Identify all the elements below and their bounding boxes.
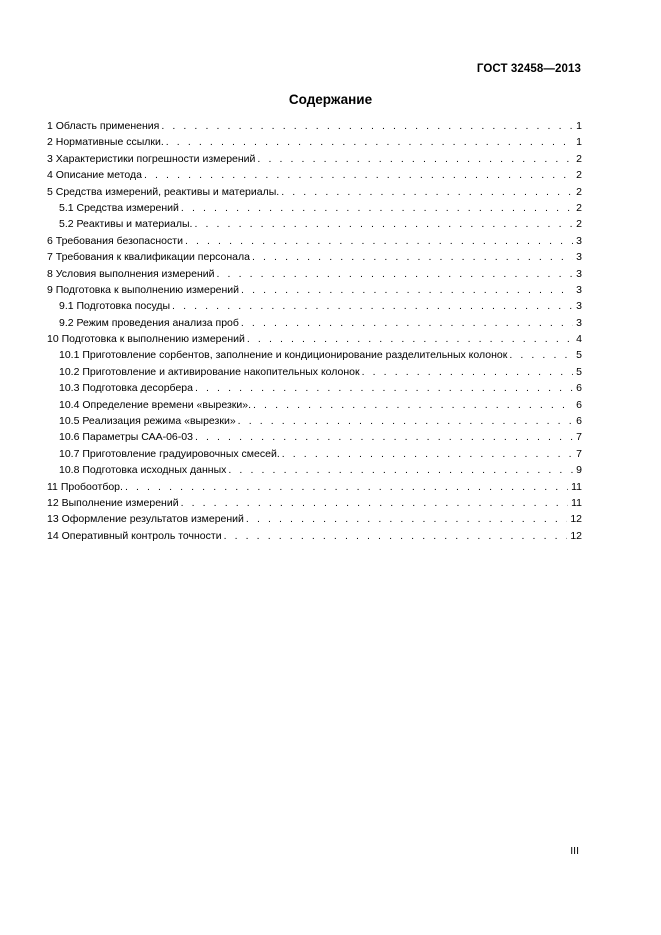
toc-entry[interactable]	[47, 511, 582, 527]
toc-entry[interactable]	[47, 347, 582, 363]
toc-entry-page: 6	[576, 382, 582, 395]
toc-entry[interactable]	[47, 249, 582, 265]
toc-entry-title: 5.1 Средства измерений	[59, 201, 179, 214]
toc-entry-title: 10.3 Подготовка десорбера	[59, 382, 193, 395]
toc-dot-leader	[228, 462, 573, 478]
toc-entry[interactable]	[47, 380, 582, 396]
toc-dot-leader	[252, 249, 573, 265]
toc-entry-title: 5 Средства измерений, реактивы и материалы.	[47, 185, 280, 198]
toc-entry-page: 11	[571, 496, 582, 509]
toc-entry-page: 5	[576, 365, 582, 378]
toc-entry-page: 2	[576, 169, 582, 182]
toc-entry[interactable]	[47, 134, 582, 150]
toc-entry-page: 12	[570, 529, 582, 542]
toc-entry-title: 8 Условия выполнения измерений	[47, 267, 215, 280]
toc-entry[interactable]	[47, 528, 582, 544]
toc-entry-title: 3 Характеристики погрешности измерений	[47, 152, 256, 165]
toc-entry[interactable]	[47, 151, 582, 167]
toc-entry[interactable]	[47, 446, 582, 462]
toc-entry-page: 4	[576, 333, 582, 346]
document-standard-number: ГОСТ 32458—2013	[476, 63, 581, 75]
toc-entry[interactable]	[47, 495, 582, 511]
toc-entry[interactable]	[47, 216, 582, 232]
toc-dot-leader	[172, 298, 573, 314]
toc-entry-title: 10.5 Реализация режима «вырезки»	[59, 415, 236, 428]
toc-entry-title: 10.4 Определение времени «вырезки».	[59, 398, 251, 411]
toc-dot-leader	[509, 347, 573, 363]
toc-entry-title: 6 Требования безопасности	[47, 234, 183, 247]
toc-entry-title: 10.8 Подготовка исходных данных	[59, 464, 227, 477]
toc-entry[interactable]	[47, 298, 582, 314]
toc-entry-page: 6	[576, 415, 582, 428]
toc-entry-title: 10.2 Приготовление и активирование накопительных колонок	[59, 365, 360, 378]
toc-entry[interactable]	[47, 167, 582, 183]
toc-entry[interactable]	[47, 315, 582, 331]
toc-dot-leader	[185, 233, 573, 249]
toc-entry-title: 7 Требования к квалификации персонала	[47, 251, 250, 264]
toc-entry-page: 2	[576, 152, 582, 165]
toc-entry-title: 14 Оперативный контроль точности	[47, 529, 222, 542]
toc-entry-page: 2	[576, 218, 582, 231]
toc-dot-leader	[281, 184, 573, 200]
toc-entry[interactable]	[47, 429, 582, 445]
toc-dot-leader	[224, 528, 568, 544]
toc-dot-leader	[246, 511, 567, 527]
toc-entry-page: 2	[576, 201, 582, 214]
toc-entry[interactable]	[47, 331, 582, 347]
toc-entry-page: 5	[576, 349, 582, 362]
toc-dot-leader	[282, 446, 573, 462]
toc-entry-title: 12 Выполнение измерений	[47, 496, 179, 509]
toc-entry-title: 13 Оформление результатов измерений	[47, 513, 244, 526]
toc-entry-page: 3	[576, 283, 582, 296]
toc-entry-title: 11 Пробоотбор.	[47, 480, 123, 493]
toc-entry[interactable]	[47, 200, 582, 216]
toc-dot-leader	[181, 200, 573, 216]
toc-dot-leader	[241, 282, 573, 298]
toc-dot-leader	[362, 364, 574, 380]
toc-entry-title: 10 Подготовка к выполнению измерений	[47, 333, 245, 346]
toc-entry-title: 4 Описание метода	[47, 169, 142, 182]
toc-dot-leader	[241, 315, 573, 331]
toc-dot-leader	[181, 495, 569, 511]
toc-entry-page: 7	[576, 431, 582, 444]
toc-entry-page: 3	[576, 234, 582, 247]
toc-dot-leader	[217, 266, 574, 282]
toc-heading: Содержание	[288, 92, 373, 107]
toc-entry[interactable]	[47, 266, 582, 282]
toc-entry-page: 6	[576, 398, 582, 411]
toc-dot-leader	[194, 216, 573, 232]
toc-dot-leader	[257, 151, 573, 167]
toc-entry-title: 9 Подготовка к выполнению измерений	[47, 283, 240, 296]
toc-entry-title: 1 Область применения	[47, 120, 160, 132]
toc-entry-title: 10.7 Приготовление градуировочных смесей.	[59, 447, 280, 460]
toc-entry-title: 10.6 Параметры САА-06-03	[59, 431, 193, 444]
toc-dot-leader	[125, 479, 568, 495]
toc-entry-page: 2	[576, 185, 582, 198]
toc-entry-page: 9	[576, 464, 582, 477]
toc-entry-title: 5.2 Реактивы и материалы.	[59, 218, 193, 231]
toc-entry-title: 9.1 Подготовка посуды	[59, 300, 171, 313]
toc-entry[interactable]	[47, 233, 582, 249]
toc-dot-leader	[161, 118, 573, 134]
toc-entry[interactable]	[47, 462, 582, 478]
toc-entry[interactable]	[47, 413, 582, 429]
toc-entry[interactable]	[47, 184, 582, 200]
toc-entry-page: 1	[576, 136, 582, 149]
toc-entry-title: 10.1 Приготовление сорбентов, заполнение и кондиционирование разделительных колонок	[59, 349, 508, 362]
toc-entry-page: 12	[570, 513, 582, 526]
toc-dot-leader	[144, 167, 573, 183]
toc-dot-leader	[238, 413, 574, 429]
page-number: III	[570, 845, 579, 857]
toc-entry-page: 7	[576, 447, 582, 460]
toc-entry[interactable]	[47, 118, 582, 134]
toc-dot-leader	[166, 134, 573, 150]
toc-entry-page: 3	[576, 267, 582, 280]
toc-dot-leader	[195, 380, 573, 396]
toc-entry-page: 3	[576, 300, 582, 313]
toc-entry[interactable]	[47, 479, 582, 495]
toc-entry-title: 2 Нормативные ссылки.	[47, 136, 164, 149]
toc-dot-leader	[247, 331, 573, 347]
toc-entry-page: 11	[571, 480, 582, 493]
toc-entry-page: 3	[576, 251, 582, 264]
table-of-contents	[47, 118, 582, 544]
toc-entry-page: 1	[576, 120, 582, 132]
toc-dot-leader	[253, 397, 573, 413]
toc-entry-page: 3	[576, 316, 582, 329]
toc-entry[interactable]	[47, 364, 582, 380]
toc-entry-title: 9.2 Режим проведения анализа проб	[59, 316, 239, 329]
toc-dot-leader	[195, 429, 573, 445]
toc-entry[interactable]	[47, 397, 582, 413]
toc-entry[interactable]	[47, 282, 582, 298]
